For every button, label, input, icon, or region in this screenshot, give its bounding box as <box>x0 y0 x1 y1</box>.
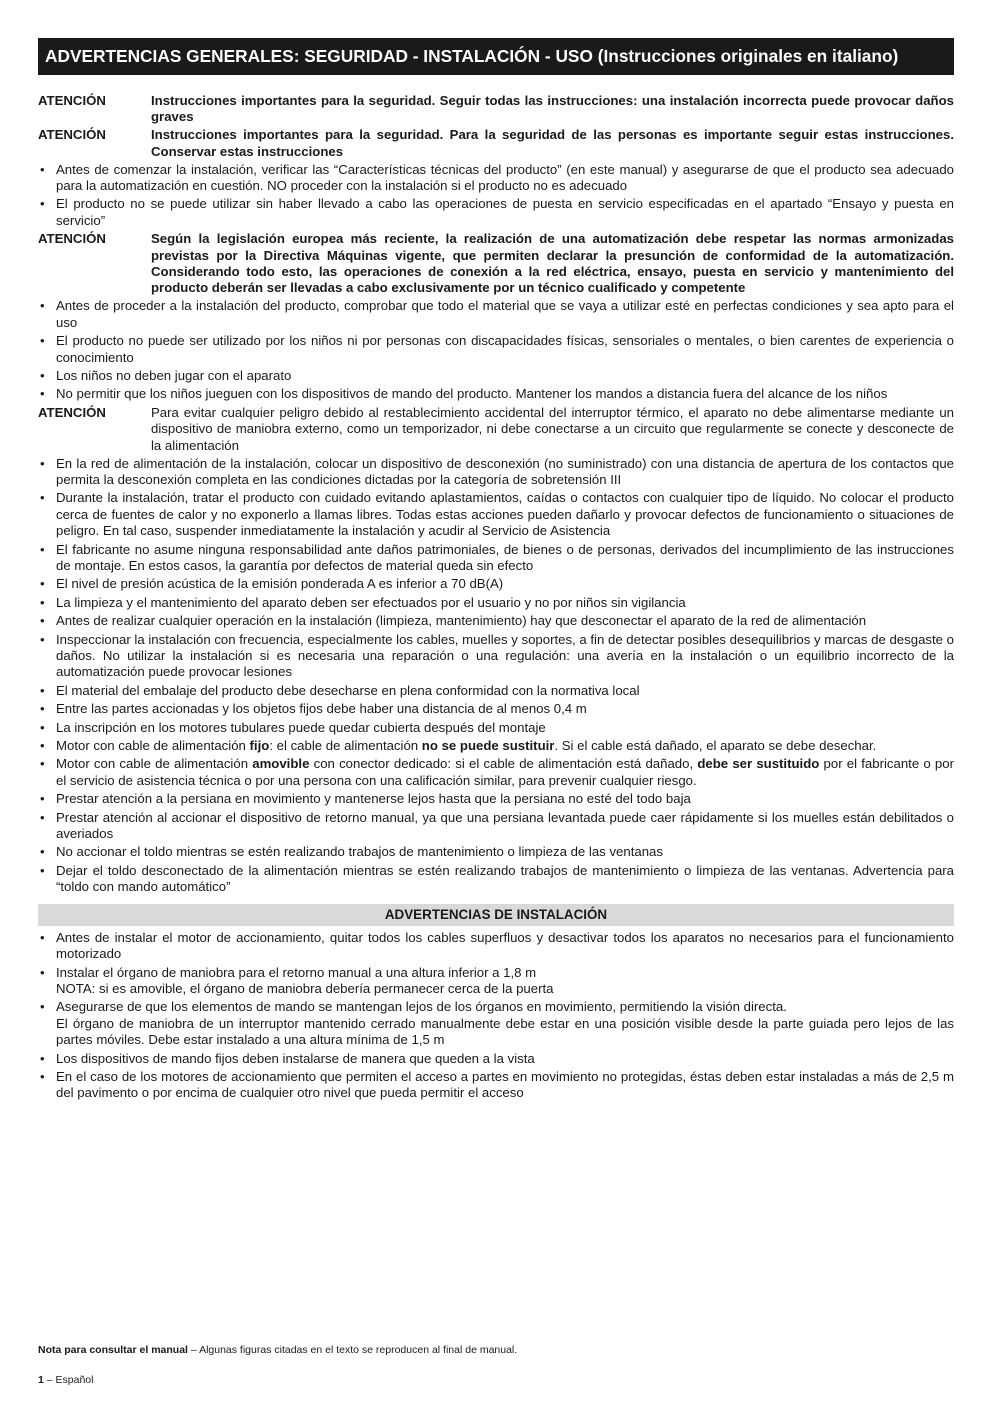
emphasis-text: no se puede sustituir <box>421 738 555 754</box>
list-item-text: No permitir que los niños jueguen con los dispositivos de mando del producto. Mantener los mandos a distancia fuera del alcance de los niños <box>56 386 888 402</box>
list-item-text <box>56 738 954 754</box>
list-item-text: Antes de proceder a la instalación del producto, comprobar que todo el material que se vaya a utilizar esté en perfectas condiciones y sea apto para el uso <box>56 298 954 330</box>
list-item-text <box>56 999 954 1048</box>
text-run: . Si el cable está dañado, el aparato se debe desechar. <box>554 738 877 754</box>
list-item <box>38 386 954 402</box>
text-run: : el cable de alimentación <box>269 738 422 754</box>
list-item <box>38 632 954 681</box>
list-item-text: Los dispositivos de mando fijos deben instalarse de manera que queden a la vista <box>56 1050 535 1066</box>
warning-item <box>38 405 954 454</box>
bullet-icon: • <box>40 964 45 980</box>
list-item <box>38 756 954 789</box>
text-run: Motor con cable de alimentación <box>56 738 250 754</box>
bullet-icon: • <box>40 756 45 772</box>
bullet-icon: • <box>40 631 45 647</box>
list-item-text: No accionar el toldo mientras se estén realizando trabajos de mantenimiento o limpieza de las ventanas <box>56 844 663 860</box>
bullet-icon: • <box>40 844 45 860</box>
list-item <box>38 613 954 629</box>
list-item-text: En el caso de los motores de accionamiento que permiten el acceso a partes en movimiento no protegidas, éstas deben estar instaladas a más de 2,5 m del pavimento o por encima de cualquier otro nivel que pueda permitir el acceso <box>56 1068 954 1101</box>
list-item <box>38 683 954 699</box>
list-item <box>38 720 954 736</box>
manual-note-label: Nota para consultar el manual <box>38 1344 188 1356</box>
list-item <box>38 863 954 896</box>
text-run: con conector dedicado: si el cable de alimentación está dañado, <box>309 756 698 772</box>
list-item <box>38 810 954 843</box>
list-item-text <box>56 756 954 789</box>
list-item <box>38 490 954 539</box>
list-item-text <box>56 965 954 998</box>
warning-text: Según la legislación europea más reciente, la realización de una automatización debe respetar las normas armonizadas previstas por la Directiva Máquinas vigente, que permiten declarar la presunción de conformidad de la automatización. Considerando todo esto, las operaciones de conexión a la red eléctrica, ensayo, puesta en servicio y mantenimiento del producto deberán ser llevadas a cabo exclusivamente por un técnico cualificado y competente <box>151 231 954 296</box>
list-item-text: Los niños no deben jugar con el aparato <box>56 368 292 383</box>
list-item <box>38 701 954 717</box>
list-item-text: Dejar el toldo desconectado de la alimentación mientras se estén realizando trabajos de mantenimiento o limpieza de las ventanas. Advertencia para “toldo con mando automático” <box>56 862 954 895</box>
bullet-icon: • <box>40 298 45 314</box>
list-item <box>38 576 954 592</box>
bullet-icon: • <box>40 368 45 383</box>
text-line: Instalar el órgano de maniobra para el retorno manual a una altura inferior a 1,8 m <box>56 964 537 980</box>
bullet-icon: • <box>40 862 45 878</box>
page-number <box>38 1374 93 1386</box>
list-item <box>38 456 954 489</box>
list-item <box>38 1069 954 1102</box>
bullet-icon: • <box>40 682 45 698</box>
list-item-text: Antes de instalar el motor de accionamiento, quitar todos los cables superfluos y desactivar todos los aparatos no necesarios para el funcionamiento motorizado <box>56 929 954 962</box>
text-run: Motor con cable de alimentación <box>56 756 253 772</box>
warning-item <box>38 93 954 126</box>
warning-item <box>38 231 954 297</box>
bullet-icon: • <box>40 161 45 177</box>
list-item-text: El nivel de presión acústica de la emisión ponderada A es inferior a 70 dB(A) <box>56 576 504 592</box>
text-run: por el fabricante o por el servicio de asistencia técnica o por una persona con una calificación similar, para prevenir cualquier riesgo. <box>56 756 954 788</box>
text-line: Asegurarse de que los elementos de mando se mantengan lejos de los órganos en movimiento, permitiendo la visión directa. <box>56 999 787 1015</box>
bullet-icon: • <box>40 719 45 735</box>
list-item <box>38 333 954 366</box>
list-item-text: Durante la instalación, tratar el producto con cuidado evitando aplastamientos, caídas o contactos con cualquier tipo de líquido. No colocar el producto cerca de fuentes de calor y no exponerlo a llamas libres. Todas estas acciones pueden dañarlo y provocar defectos de funcionamiento o situaciones de peligro. En tal caso, suspender inmediatamente la instalación y acudir al Servicio de Asistencia <box>56 490 954 539</box>
text-line: El órgano de maniobra de un interruptor mantenido cerrado manualmente debe estar en una posición visible desde la parte guiada pero lejos de las partes móviles. Debe estar instalado a una altura mínima de 1,5 m <box>56 1015 954 1048</box>
bullet-icon: • <box>40 701 45 717</box>
warning-item <box>38 127 954 160</box>
list-item-text: El producto no puede ser utilizado por los niños ni por personas con discapacidades físicas, sensoriales o mentales, o bien carentes de experiencia o conocimiento <box>56 333 954 365</box>
bullet-icon: • <box>40 929 45 945</box>
manual-note-text: – Algunas figuras citadas en el texto se reproducen al final de manual. <box>187 1344 518 1356</box>
list-item <box>38 738 954 754</box>
bullet-icon: • <box>40 1068 45 1084</box>
list-item <box>38 298 954 331</box>
list-item <box>38 844 954 860</box>
warning-label: ATENCIÓN <box>38 93 106 108</box>
list-item-text: El fabricante no asume ninguna responsabilidad ante daños patrimoniales, de bienes o de personas, derivados del incumplimiento de las instrucciones de montaje. En estos casos, la garantía por defectos de material queda sin efecto <box>56 541 954 573</box>
bullet-icon: • <box>40 613 45 629</box>
list-item-text: Antes de comenzar la instalación, verificar las “Características técnicas del producto” (en este manual) y asegurarse de que el producto sea adecuado para la automatización en cuestión. NO proceder con la instalación si el producto no es adecuado <box>56 161 954 194</box>
bullet-icon: • <box>40 738 45 754</box>
list-item-text: En la red de alimentación de la instalación, colocar un dispositivo de desconexión (no suministrado) con una distancia de apertura de los contactos que permita la desconexión completa en las condiciones dictadas por la categoría de sobretensión III <box>56 455 954 487</box>
list-item <box>38 595 954 611</box>
bullet-icon: • <box>40 594 45 610</box>
list-item-text: Antes de realizar cualquier operación en la instalación (limpieza, mantenimiento) hay que desconectar el aparato de la red de alimentación <box>56 613 867 629</box>
list-item-text: El material del embalaje del producto debe desecharse en plena conformidad con la normativa local <box>56 682 640 698</box>
list-item <box>38 368 954 384</box>
emphasis-text: debe ser sustituido <box>697 756 820 772</box>
list-item <box>38 1051 954 1067</box>
list-item <box>38 999 954 1048</box>
list-item <box>38 542 954 575</box>
list-item <box>38 930 954 963</box>
manual-note <box>38 1344 517 1356</box>
list-item-text: Prestar atención al accionar el dispositivo de retorno manual, ya que una persiana levantada puede caer rápidamente si los muelles están debilitados o averiados <box>56 809 954 842</box>
list-item <box>38 965 954 998</box>
emphasis-text: fijo <box>249 738 270 754</box>
warning-label: ATENCIÓN <box>38 231 106 247</box>
page-language: – Español <box>43 1374 94 1386</box>
warning-text: Instrucciones importantes para la seguridad. Seguir todas las instrucciones: una instalación incorrecta puede provocar daños graves <box>151 93 954 125</box>
list-item-text: Prestar atención a la persiana en movimiento y mantenerse lejos hasta que la persiana no esté del todo baja <box>56 791 691 807</box>
bullet-icon: • <box>40 791 45 807</box>
list-item-text: La inscripción en los motores tubulares puede quedar cubierta después del montaje <box>56 719 546 735</box>
bullet-icon: • <box>40 1050 45 1066</box>
bullet-icon: • <box>40 455 45 471</box>
bullet-icon: • <box>40 386 45 402</box>
emphasis-text: amovible <box>252 756 310 772</box>
bullet-icon: • <box>40 541 45 557</box>
list-item <box>38 196 954 229</box>
bullet-icon: • <box>40 196 45 212</box>
warning-label: ATENCIÓN <box>38 127 106 143</box>
list-item-text: Entre las partes accionadas y los objetos fijos debe haber una distancia de al menos 0,4 m <box>56 701 587 717</box>
note-line: NOTA: si es amovible, el órgano de maniobra debería permanecer cerca de la puerta <box>56 980 554 996</box>
list-item <box>38 791 954 807</box>
bullet-icon: • <box>40 490 45 506</box>
bullet-icon: • <box>40 999 45 1015</box>
list-item-text: La limpieza y el mantenimiento del aparato deben ser efectuados por el usuario y no por niños sin vigilancia <box>56 594 686 610</box>
list-item <box>38 162 954 195</box>
warning-text: Instrucciones importantes para la seguridad. Para la seguridad de las personas es importante seguir estas instrucciones. Conservar estas instrucciones <box>151 127 954 159</box>
bullet-icon: • <box>40 576 45 592</box>
page-title: ADVERTENCIAS GENERALES: SEGURIDAD - INSTALACIÓN - USO (Instrucciones originales en italiano) <box>38 38 954 75</box>
bullet-icon: • <box>40 809 45 825</box>
warning-label: ATENCIÓN <box>38 404 106 420</box>
list-item-text: El producto no se puede utilizar sin haber llevado a cabo las operaciones de puesta en servicio especificadas en el apartado “Ensayo y puesta en servicio” <box>56 196 954 228</box>
bullet-icon: • <box>40 333 45 349</box>
list-item-text: Inspeccionar la instalación con frecuencia, especialmente los cables, muelles y soportes, a fin de detectar posibles desequilibrios y marcas de desgaste o daños. No utilizar la instalación si es necesaria una reparación o una regulación: una avería en la instalación o un equilibrio incorrecto de la automatización puede provocar lesiones <box>56 631 954 680</box>
document-page <box>38 38 954 1104</box>
section-heading: ADVERTENCIAS DE INSTALACIÓN <box>38 904 954 926</box>
general-warnings <box>38 93 954 1102</box>
page-number-value: 1 <box>38 1374 44 1386</box>
warning-text: Para evitar cualquier peligro debido al restablecimiento accidental del interruptor térmico, el aparato no debe alimentarse mediante un dispositivo de maniobra externo, como un temporizador, ni debe conectarse a un circuito que regularmente se conecte y desconecte de la alimentación <box>151 404 954 453</box>
